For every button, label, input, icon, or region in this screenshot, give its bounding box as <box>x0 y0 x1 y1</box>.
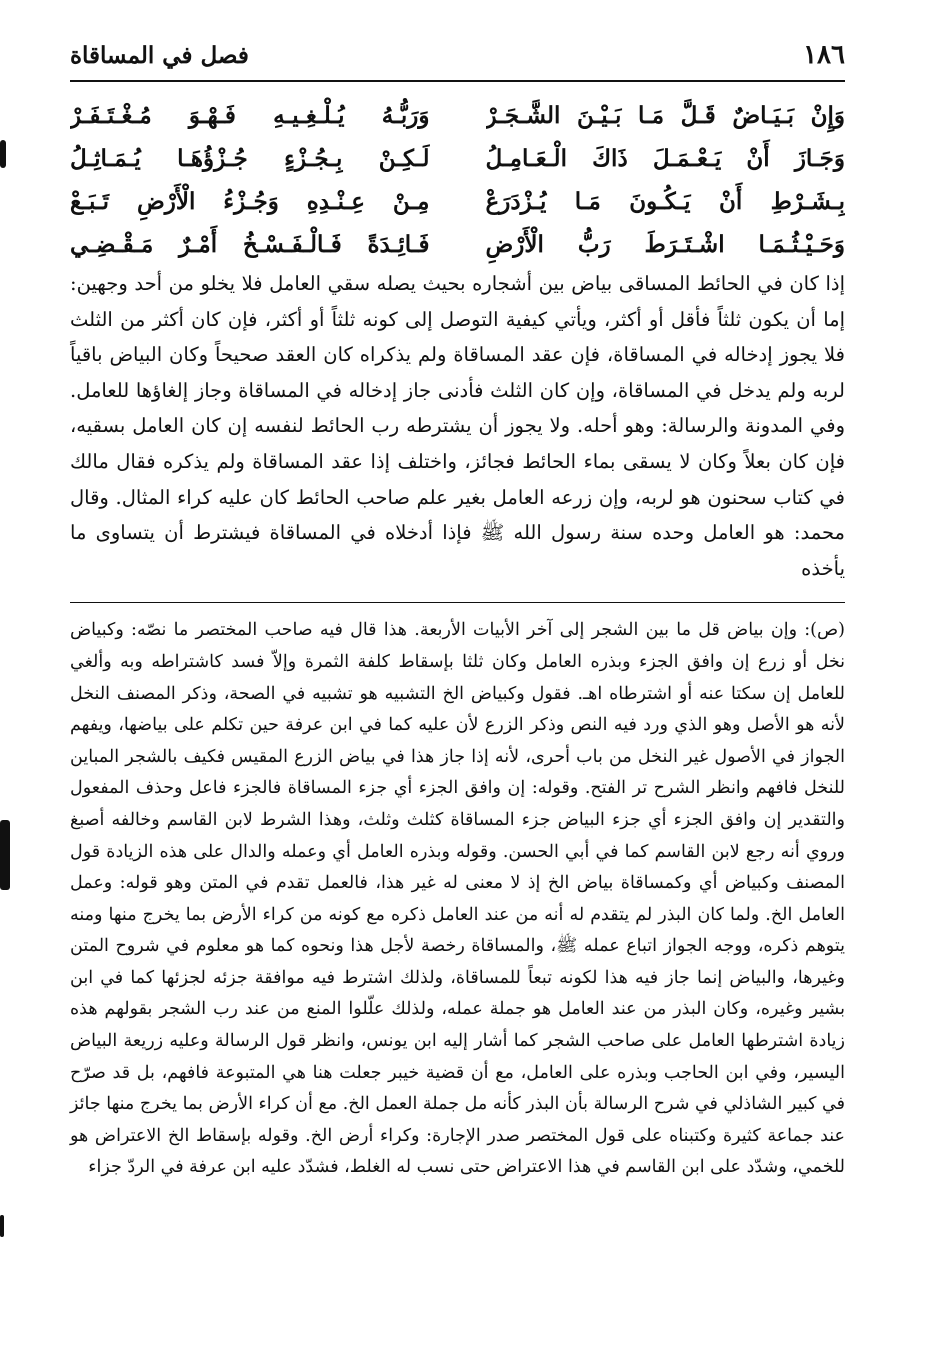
commentary <box>70 615 845 1184</box>
verse-block <box>70 94 845 266</box>
main-paragraph: إذا كان في الحائط المساقى بياض بين أشجاره بحيث يصله سقي العامل فلا يخلو من أحد وجهين: إما أن يكون ثلثاً فأقل أو أكثر، ويأتي كيفية التوصل إلى كونه ثلثاً أو أكثر، فإن كان أكثر من الثلث فلا يجوز إدخاله في المساقاة، فإن عقد المساقاة ولم يذكراه كان العقد صحيحاً وكان البياض باقياً لربه ولم يدخل في المساقاة، وإن كان الثلث فأدنى جاز إدخاله في المساقاة وجاز إلغاؤها للعامل. وفي المدونة والرسالة: وهو أحله. ولا يجوز أن يشترطه رب الحائط لنفسه إن كان العامل بسقيه، فإن كان بعلاً وكان لا يسقى بماء الحائط فجائز، واختلف إذا عقد المساقاة ولم يذكره فقال مالك في كتاب سحنون هو لربه، وإن زرعه العامل بغير علم صاحب الحائط كان عليه كراء المثال. وقال محمد: هو العامل وحده سنة رسول الله ﷺ فإذا أدخلاه في المساقاة فيشترط أن يتساوى ما يأخذه <box>70 272 845 580</box>
verse-line-3-second-hemistich: مِـنْ عِـنْـدِهِ وَجُـزْءُ الْأَرْضِ تَـبَـعْ <box>70 188 430 215</box>
verse-line-4-first-hemistich: وَحَـيْـثُـمَـا اشْـتَـرَطَ رَبُّ الْأَرْضِ <box>485 231 845 258</box>
footnote-separator <box>70 602 845 603</box>
page-number: ١٨٦ <box>803 40 845 70</box>
verse-line-1-first-hemistich: وَإِنْ بَـيَـاضٌ قَـلَّ مَـا بَـيْـنَ الشَّـجَـرْ <box>485 102 845 129</box>
verse-line-4-second-hemistich: فَـائِـدَةً فَـالْـفَـسْـخُ أَمْـرٌ مَـقْـضِـي <box>70 231 430 258</box>
main-text <box>70 266 845 586</box>
page-header <box>70 40 845 82</box>
scan-edge-mark-lower <box>0 1215 4 1237</box>
verse-line-1-second-hemistich: وَرَبُّـهُ يُـلْـغِـيـهِ فَـهْـوَ مُـغْـتَـفَـرْ <box>70 102 430 129</box>
commentary-paragraph: (ص): وإن بياض قل ما بين الشجر إلى آخر الأبيات الأربعة. هذا قال فيه صاحب المختصر ما نصّه: وكبياض نخل أو زرع إن وافق الجزء وبذره العامل وكان ثلثا بإسقاط كلفة الثمرة وإلاّ فسد كاشتراطه وبه وألغي للعامل إن سكتا عنه أو اشترطاه اهـ. فقول وكبياض الخ التشبيه هو تشبيه في الصحة، وذكر المصنف النخل لأنه هو الأصل وهو الذي ورد فيه النص وذكر الزرع لأن عليه كما في ابن عرفة حين تكلم على بياضها، ويفهم الجواز في الأصول غير النخل من باب أحرى، لأنه إذا جاز هذا في بياض الزرع المقيس فكيف بالشجر المباين للنخل فافهم وانظر الشرح تر الفتح. وقوله: إن وافق الجزء أي جزء المساقاة فالجزء فاعل وحذف المفعول والتقدير إن وافق الجزء أي جزء البياض جزء المساقاة كثلث وثلث، وهذا الشرط لابن القاسم وخالفه أصبغ وروي أنه رجع لابن القاسم كما في أبي الحسن. وقوله وبذره العامل أي وعمله والدال على هذه الزيادة قول المصنف وكبياض أي وكمساقاة بياض الخ إذ لا معنى له غير هذا، فالعمل تقدم في المتن وهو قوله: وعمل العامل الخ. ولما كان البذر لم يتقدم له أنه من عند العامل ذكره مع كونه من كراء الأرض بما يخرج منها ومنه يتوهم ذكره، ووجه الجواز اتباع عمله ﷺ، والمساقاة رخصة لأجل هذا ونحوه كما هو معلوم في شروح المتن وغيرها، والبياض إنما جاز فيه هذا لكونه تبعاً للمساقاة، ولذلك اشترط فيه موافقة جزئه لجزئها كما في ابن بشير وغيره، وكان البذر من عند العامل هو جملة عمله، ولذلك علّلوا المنع من عند رب الشجر بقولهم هذه زيادة اشترطها العامل على صاحب الشجر كما أشار إليه ابن يونس، وانظر قول الرسالة وعليه زريعة البياض اليسير، وفي ابن الحاجب وبذره على العامل، مع أن قضية خيبر جعلت هنا هي المتبوعة فافهم، بل قد صرّح في كبير الشاذلي في شرح الرسالة بأن البذر كأنه مل جملة العمل الخ. مع أن كراء الأرض بما يخرج منها جائز عند جماعة كثيرة وكتبناه على قول المختصر صدر الإجارة: وكراء أرض الخ. وقوله بإسقاط الخ الاعتراض هو للخمي، وشدّد على ابن القاسم في هذا الاعتراض حتى نسب له الغلط، فشدّد عليه ابن عرفة في الردّ جزاء <box>70 620 845 1178</box>
verse-line-3-first-hemistich: بِـشَـرْطِ أَنْ يَـكُـونَ مَـا يُـزْدَرَعْ <box>485 188 845 215</box>
verse-line-2-second-hemistich: لَـكِـنْ بِـجُـزْءٍ جُـزْؤُهَـا يُـمَـاثِـلُ <box>70 145 430 172</box>
verse-line-2-first-hemistich: وَجَـازَ أَنْ يَـعْـمَـلَ ذَاكَ الْـعَـامِـلُ <box>485 145 845 172</box>
book-page <box>70 40 845 1184</box>
scan-edge-mark-top <box>0 140 6 168</box>
running-title: فصل في المساقاة <box>70 42 249 69</box>
scan-edge-mark-bottom <box>0 820 10 890</box>
